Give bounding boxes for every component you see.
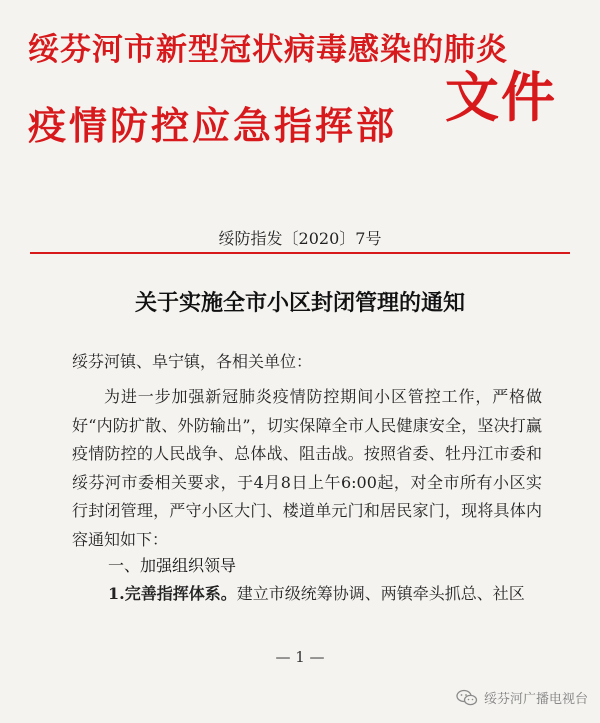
item-1-lead: 1.完善指挥体系。 — [108, 584, 237, 603]
item-1-text: 建立市级统筹协调、两镇牵头抓总、社区 — [236, 584, 525, 603]
item-1 — [108, 581, 525, 604]
body-paragraph: 为进一步加强新冠肺炎疫情防控期间小区管控工作，严格做好“内防扩散、外防输出”，切实保障全市人民健康安全，坚决打赢疫情防控的人民战争、总体战、阻击战。按照省委、牡丹江市委和绥芬河市委相关要求，于4月8日上午6:00起，对全市所有小区实行封闭管理，严守小区大门、楼道单元门和居民家门，现将具体内容通知如下： — [72, 387, 542, 549]
red-divider — [30, 252, 570, 254]
document-mark: 文件 — [445, 66, 557, 129]
issuer-line-2: 疫情防控应急指挥部 — [28, 104, 398, 148]
page-number: — 1 — — [275, 648, 325, 666]
document-number: 绥防指发〔2020〕7号 — [218, 229, 382, 248]
recipients: 绥芬河镇、阜宁镇，各相关单位： — [72, 352, 313, 371]
wechat-icon — [456, 689, 478, 707]
issuer-line-1: 绥芬河市新型冠状病毒感染的肺炎 — [28, 32, 508, 68]
watermark — [456, 688, 588, 707]
watermark-text: 绥芬河广播电视台 — [483, 692, 588, 707]
notice-title: 关于实施全市小区封闭管理的通知 — [134, 290, 465, 316]
section-heading: 一、加强组织领导 — [108, 556, 237, 575]
